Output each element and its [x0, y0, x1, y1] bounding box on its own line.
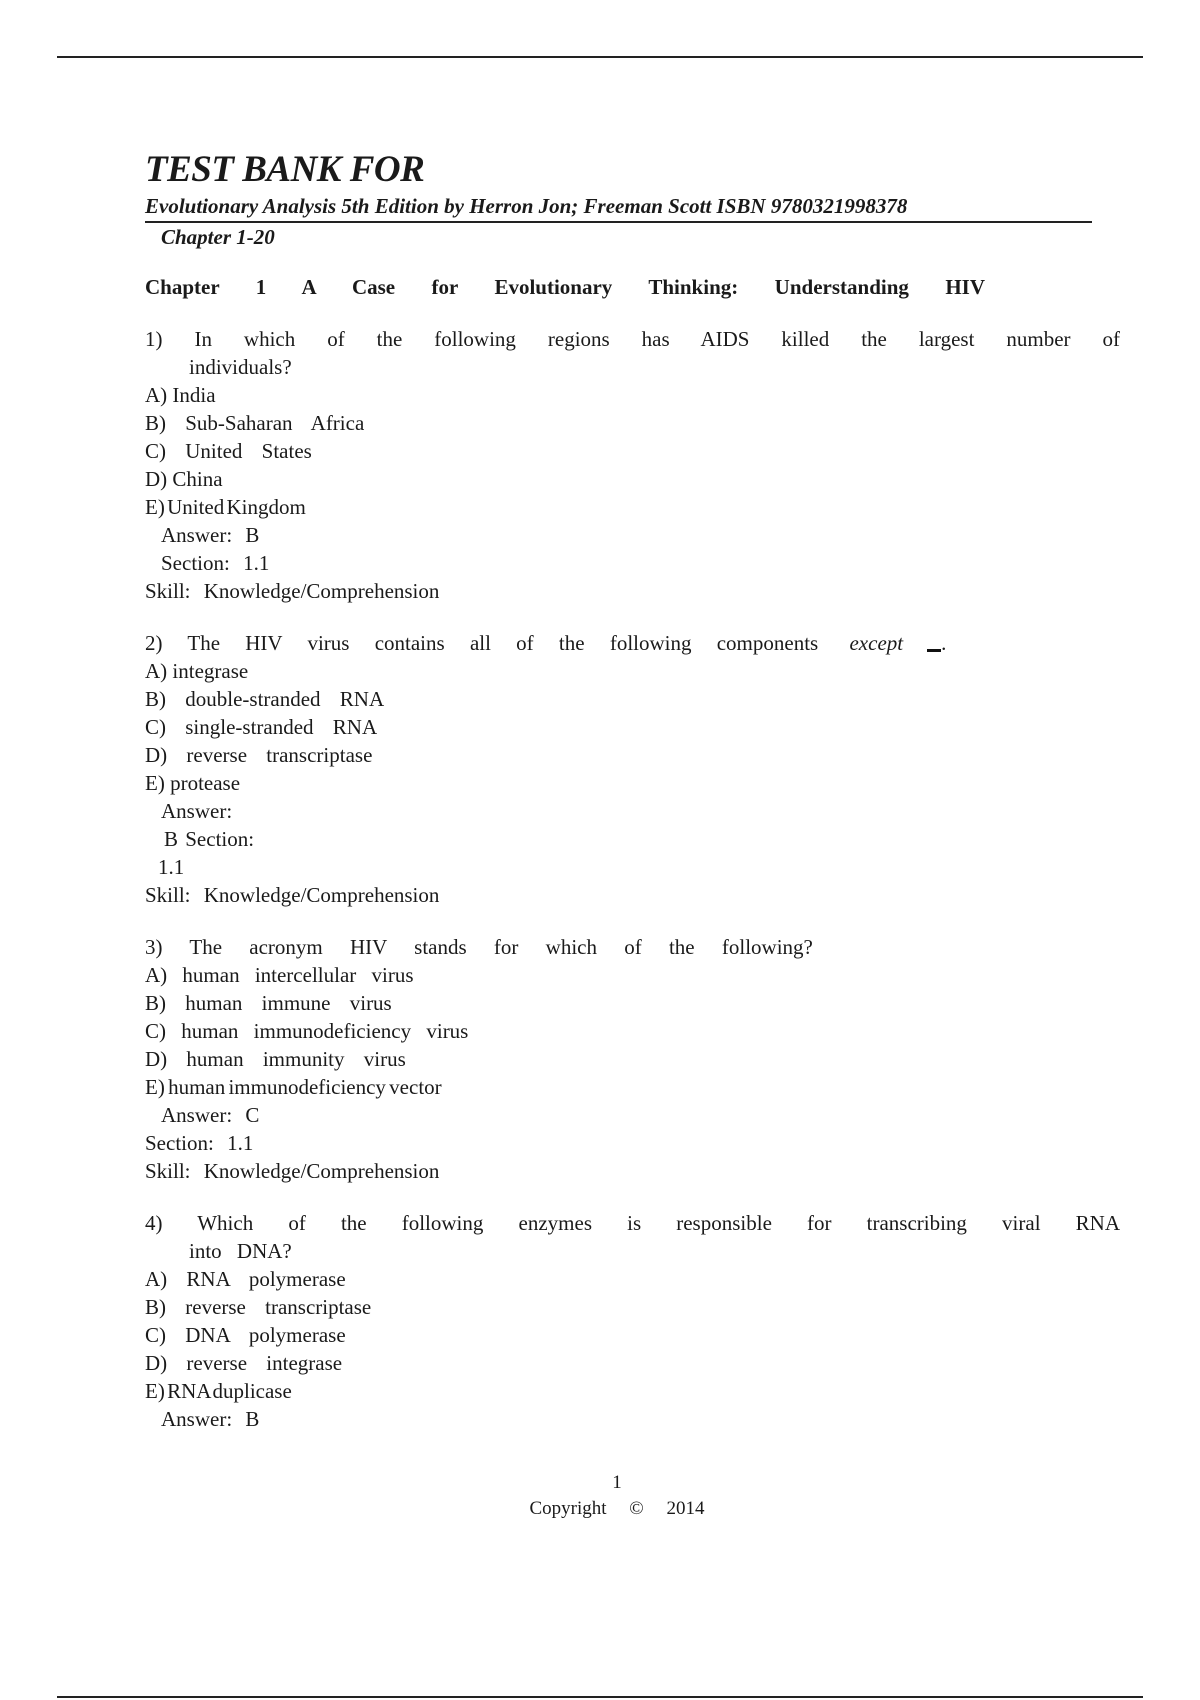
- question-stem-continued: into DNA?: [189, 1239, 292, 1263]
- question-1: [145, 325, 1120, 605]
- page-footer: [0, 1470, 1200, 1522]
- option-c: C) single-stranded RNA: [145, 715, 378, 739]
- answer: Answer: B: [161, 1407, 260, 1431]
- option-a: A) integrase: [145, 659, 249, 683]
- question-stem: [145, 629, 1120, 657]
- skill: Skill: Knowledge/Comprehension: [145, 883, 440, 907]
- page-number: 1: [612, 1472, 622, 1493]
- top-rule: [57, 56, 1143, 58]
- option-a: A) India: [145, 383, 216, 407]
- option-a: A) human intercellular virus: [145, 963, 414, 987]
- section-value: 1.1: [158, 855, 185, 879]
- answer: Answer:: [161, 799, 233, 823]
- option-b: B) double-stranded RNA: [145, 687, 385, 711]
- question-stem: 1) In which of the following regions has AIDS killed the largest number of: [145, 327, 1120, 351]
- document-page: [145, 148, 1120, 1433]
- question-3: [145, 933, 1120, 1185]
- answer: Answer: B: [161, 523, 260, 547]
- question-4: [145, 1209, 1120, 1433]
- chapter-range: Chapter 1-20: [161, 225, 275, 249]
- answer: Answer: C: [161, 1103, 260, 1127]
- document-title: TEST BANK FOR: [145, 149, 425, 190]
- answer-blank: [927, 649, 941, 652]
- question-stem: 4) Which of the following enzymes is responsible for transcribing viral RNA: [145, 1211, 1120, 1235]
- option-b: B) reverse transcriptase: [145, 1295, 372, 1319]
- option-a: A) RNA polymerase: [145, 1267, 346, 1291]
- question-stem-emphasis: except: [849, 631, 904, 655]
- option-e: E) RNA duplicase: [145, 1379, 292, 1403]
- skill: Skill: Knowledge/Comprehension: [145, 579, 440, 603]
- chapter-heading: Chapter 1 A Case for Evolutionary Thinking: Understanding HIV: [145, 275, 985, 299]
- question-stem-text: 2) The HIV virus contains all of the following components: [145, 631, 819, 655]
- option-d: D) human immunity virus: [145, 1047, 406, 1071]
- copyright-notice: Copyright © 2014: [529, 1498, 705, 1519]
- question-2: [145, 629, 1120, 909]
- answer-and-section: B Section:: [164, 827, 255, 851]
- option-d: D) reverse integrase: [145, 1351, 343, 1375]
- option-b: B) Sub-Saharan Africa: [145, 411, 365, 435]
- option-c: C) human immunodeficiency virus: [145, 1019, 469, 1043]
- question-stem-end: .: [941, 631, 947, 655]
- option-c: C) United States: [145, 439, 312, 463]
- option-e: E) protease: [145, 771, 241, 795]
- question-stem-continued: individuals?: [189, 355, 292, 379]
- section: Section: 1.1: [161, 551, 270, 575]
- option-d: D) reverse transcriptase: [145, 743, 373, 767]
- option-e: E) human immunodeficiency vector: [145, 1075, 442, 1099]
- question-stem: 3) The acronym HIV stands for which of the following?: [145, 935, 813, 959]
- book-subtitle: Evolutionary Analysis 5th Edition by Herron Jon; Freeman Scott ISBN 9780321998378: [145, 192, 1092, 223]
- option-e: E) United Kingdom: [145, 495, 306, 519]
- skill: Skill: Knowledge/Comprehension: [145, 1159, 440, 1183]
- option-c: C) DNA polymerase: [145, 1323, 346, 1347]
- option-d: D) China: [145, 467, 223, 491]
- bottom-rule: [57, 1696, 1143, 1698]
- section: Section: 1.1: [145, 1131, 254, 1155]
- option-b: B) human immune virus: [145, 991, 392, 1015]
